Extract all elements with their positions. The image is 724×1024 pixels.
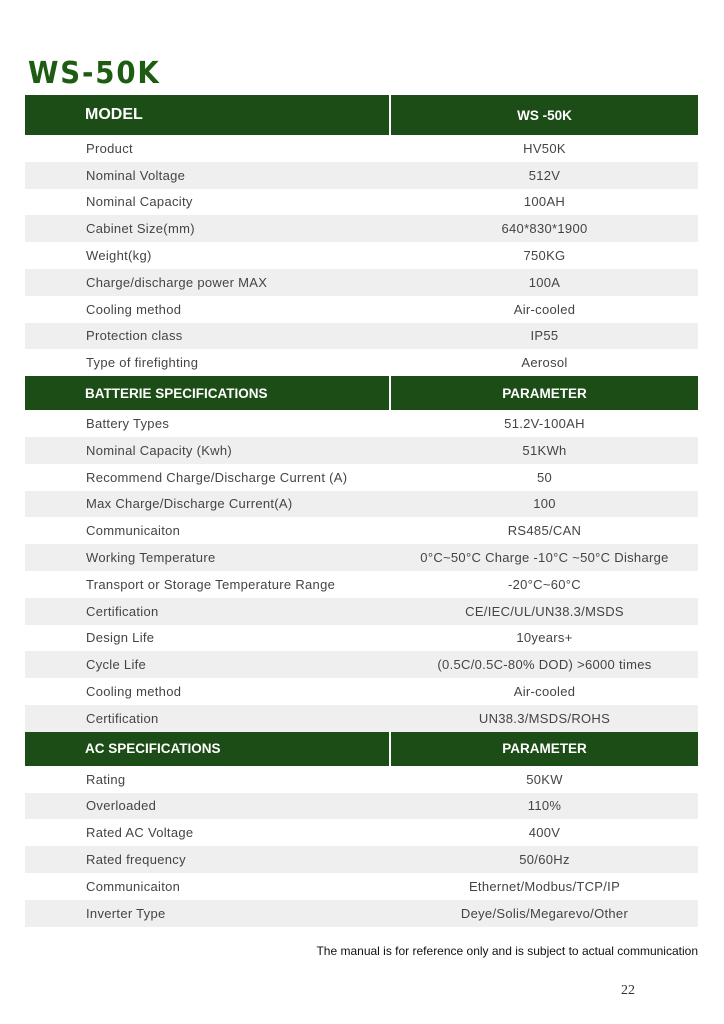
row-value: 51.2V-100AH [504, 416, 585, 432]
row-label: Weight(kg) [86, 248, 152, 264]
row-value: (0.5C/0.5C-80% DOD) >6000 times [437, 657, 652, 673]
table-row [25, 705, 698, 732]
row-value: 750KG [523, 248, 566, 264]
row-value: 50 [536, 469, 553, 485]
row-label: Type of firefighting [86, 355, 199, 371]
row-value: IP55 [530, 328, 559, 344]
table-row [25, 410, 698, 437]
row-value: 50KW [526, 771, 563, 787]
row-value: -20°C~60°C [507, 576, 581, 592]
row-value: RS485/CAN [507, 523, 582, 539]
page-number: 22 [621, 983, 635, 998]
section-header-label: AC SPECIFICATIONS [25, 732, 391, 766]
row-value: HV50K [523, 140, 566, 156]
row-value: Deye/Solis/Megarevo/Other [460, 905, 629, 921]
row-label: Cycle Life [86, 657, 147, 673]
table-row [25, 464, 698, 491]
row-label: Design Life [86, 630, 155, 646]
section-header-battery [25, 376, 698, 410]
table-row [25, 873, 698, 900]
table-row [25, 296, 698, 323]
section-header-model [25, 95, 698, 135]
table-row [25, 323, 698, 350]
row-label: Nominal Voltage [86, 167, 186, 183]
table-row [25, 819, 698, 846]
row-label: Rated AC Voltage [86, 825, 194, 841]
row-value: 100A [528, 274, 561, 290]
table-row [25, 678, 698, 705]
table-row [25, 135, 698, 162]
section-header-value: PARAMETER [502, 741, 587, 757]
row-value: 100 [533, 496, 556, 512]
row-value: 50/60Hz [519, 852, 570, 868]
table-row [25, 571, 698, 598]
table-row [25, 162, 698, 189]
table-row [25, 625, 698, 652]
row-value: 10years+ [516, 630, 573, 646]
row-value: Aerosol [521, 355, 568, 371]
row-label: Transport or Storage Temperature Range [86, 576, 336, 592]
row-value: UN38.3/MSDS/ROHS [478, 710, 611, 726]
table-row [25, 491, 698, 518]
table-row [25, 437, 698, 464]
row-value: CE/IEC/UL/UN38.3/MSDS [465, 603, 624, 619]
row-label: Communicaiton [86, 523, 181, 539]
row-label: Certification [86, 603, 159, 619]
row-value: 0°C~50°C Charge -10°C ~50°C Disharge [420, 550, 669, 566]
table-row [25, 598, 698, 625]
row-label: Nominal Capacity (Kwh) [86, 442, 233, 458]
row-label: Nominal Capacity [86, 194, 193, 210]
row-label: Cabinet Size(mm) [86, 221, 195, 237]
row-value: 512V [528, 167, 561, 183]
section-header-label: BATTERIE SPECIFICATIONS [25, 376, 391, 410]
section-header-value: PARAMETER [502, 385, 587, 401]
row-value: Ethernet/Modbus/TCP/IP [468, 878, 621, 894]
footer-note: The manual is for reference only and is subject to actual communication [316, 944, 698, 958]
table-row [25, 189, 698, 216]
row-label: Product [86, 140, 133, 156]
row-label: Rated frequency [86, 852, 186, 868]
row-label: Protection class [86, 328, 183, 344]
table-row [25, 651, 698, 678]
row-label: Cooling method [86, 684, 182, 700]
table-row [25, 517, 698, 544]
table-row [25, 793, 698, 820]
spec-table [25, 95, 698, 927]
row-label: Cooling method [86, 301, 182, 317]
row-label: Overloaded [86, 798, 157, 814]
table-row [25, 766, 698, 793]
table-row [25, 269, 698, 296]
section-header-label: MODEL [25, 95, 391, 135]
row-label: Charge/discharge power MAX [86, 274, 268, 290]
row-label: Working Temperature [86, 550, 216, 566]
page-title: WS-50K [28, 56, 161, 91]
row-label: Certification [86, 710, 159, 726]
row-value: 110% [527, 798, 562, 814]
table-row [25, 900, 698, 927]
row-label: Rating [86, 771, 126, 787]
table-row [25, 349, 698, 376]
row-value: 400V [528, 825, 561, 841]
table-row [25, 215, 698, 242]
row-value: 640*830*1900 [501, 221, 588, 237]
row-label: Max Charge/Discharge Current(A) [86, 496, 293, 512]
table-row [25, 242, 698, 269]
row-label: Inverter Type [86, 905, 166, 921]
section-header-value: WS -50K [517, 107, 572, 123]
row-label: Recommend Charge/Discharge Current (A) [86, 469, 348, 485]
row-value: Air-cooled [513, 684, 576, 700]
row-label: Battery Types [86, 416, 170, 432]
row-value: 51KWh [522, 442, 567, 458]
row-label: Communicaiton [86, 878, 181, 894]
table-row [25, 846, 698, 873]
section-header-ac [25, 732, 698, 766]
table-row [25, 544, 698, 571]
row-value: Air-cooled [513, 301, 576, 317]
row-value: 100AH [523, 194, 566, 210]
